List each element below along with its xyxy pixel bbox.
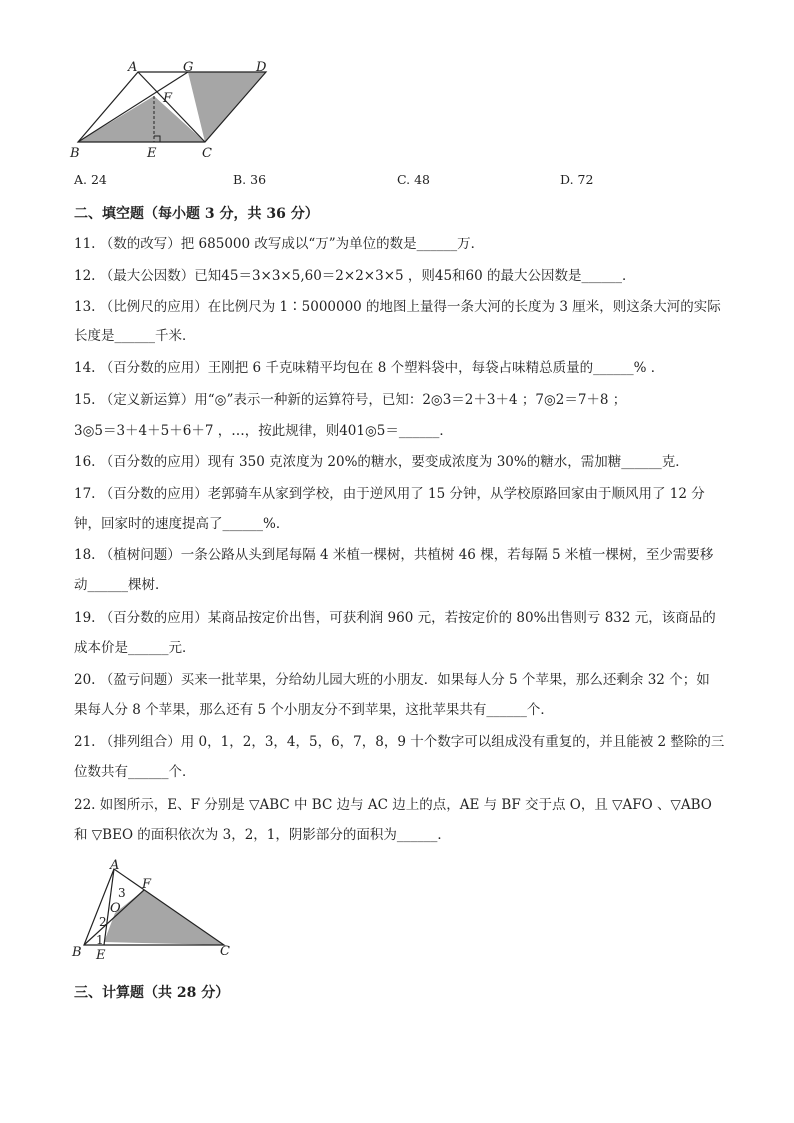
label-E: E (147, 146, 157, 161)
option-d: D. 72 (560, 172, 594, 187)
section-title-calculation: 三、计算题（共 28 分） (74, 985, 230, 1001)
area-label-abo: 2 (99, 915, 107, 929)
label-F: F (142, 877, 152, 892)
option-c: C. 48 (397, 172, 430, 187)
option-b: B. 36 (233, 172, 267, 187)
label-C: C (220, 944, 230, 959)
label-C: C (202, 146, 212, 161)
shaded-region-top-right (188, 72, 266, 142)
label-B: B (72, 945, 82, 960)
label-E: E (96, 948, 106, 960)
triangle-figure (66, 857, 236, 960)
label-A: A (110, 858, 120, 873)
option-a: A. 24 (74, 172, 107, 187)
area-label-beo: 1 (96, 933, 104, 947)
label-D: D (256, 60, 267, 75)
area-label-afo: 3 (118, 886, 126, 900)
parallelogram-figure (66, 60, 286, 162)
section-title-fill-in: 二、填空题（每小题 3 分，共 36 分） (74, 206, 319, 222)
label-A: A (128, 60, 138, 75)
label-B: B (70, 146, 80, 161)
label-G: G (183, 60, 194, 75)
answer-options (0, 172, 794, 190)
label-F: F (163, 91, 173, 106)
label-O: O (110, 901, 121, 916)
